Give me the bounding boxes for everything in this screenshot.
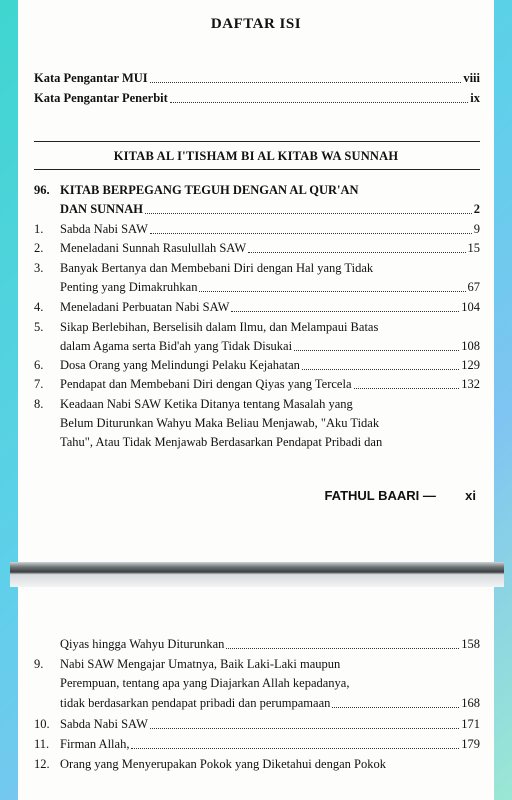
toc-number: 7. [34, 377, 44, 391]
page-separator [10, 562, 504, 587]
toc-entry-line: Banyak Bertanya dan Membebani Diri dengan Hal yang Tidak [60, 261, 374, 275]
page-title: DAFTAR ISI [210, 16, 302, 32]
dot-leader [131, 747, 459, 749]
dot-leader [170, 101, 468, 103]
running-head: FATHUL BAARI — [324, 488, 436, 503]
toc-entry-line: Keadaan Nabi SAW Ketika Ditanya tentang Masalah yang [60, 397, 353, 411]
toc-entry: Sabda Nabi SAW 9 [60, 222, 480, 236]
chapter-number: 96. [34, 183, 50, 197]
dot-leader [231, 310, 459, 312]
dot-leader [302, 368, 459, 370]
dot-leader [150, 232, 472, 234]
dot-leader [226, 647, 459, 649]
dot-leader [150, 81, 462, 83]
toc-entry: Pendapat dan Membebani Diri dengan Qiyas yang Tercela 132 [60, 377, 480, 391]
toc-entry-kata-pengantar-penerbit [34, 91, 480, 106]
book-page-top [18, 0, 494, 562]
toc-number: 8. [34, 397, 44, 411]
toc-entry-kata-pengantar-mui [34, 71, 480, 86]
toc-number: 5. [34, 320, 44, 334]
toc-entry-page: viii [463, 71, 480, 85]
toc-entry-line: Nabi SAW Mengajar Umatnya, Baik Laki-Laki maupun [60, 657, 341, 671]
toc-entry: Dosa Orang yang Melindungi Pelaku Kejahatan 129 [60, 358, 480, 372]
chapter-page: 2 [473, 202, 480, 216]
toc-number: 10. [34, 717, 50, 731]
page-number: xi [465, 488, 476, 503]
toc-entry: tidak berdasarkan pendapat pribadi dan perumpamaan 168 [60, 696, 480, 710]
toc-number: 6. [34, 358, 44, 372]
toc-entry: Firman Allah, 179 [60, 737, 480, 751]
dot-leader [332, 706, 459, 708]
chapter-title-line2: DAN SUNNAH 2 [60, 202, 480, 216]
toc-entry-line: Tahu", Atau Tidak Menjawab Berdasarkan Pendapat Pribadi dan [60, 435, 383, 449]
toc-number: 3. [34, 261, 44, 275]
toc-number: 11. [34, 737, 50, 751]
section-heading: KITAB AL I'TISHAM BI AL KITAB WA SUNNAH [113, 149, 399, 163]
toc-entry-continuation: Qiyas hingga Wahyu Diturunkan 158 [60, 637, 480, 651]
dot-leader [294, 349, 459, 351]
toc-number: 9. [34, 657, 44, 671]
toc-entry-line: Belum Diturunkan Wahyu Maka Beliau Menjawab, "Aku Tidak [60, 416, 380, 430]
toc-entry: Meneladani Perbuatan Nabi SAW 104 [60, 300, 480, 314]
dot-leader [248, 251, 465, 253]
dot-leader [354, 387, 460, 389]
book-page-bottom [18, 587, 494, 800]
dot-leader [145, 212, 472, 214]
toc-entry: Sabda Nabi SAW 171 [60, 717, 480, 731]
toc-entry-line: Sikap Berlebihan, Berselisih dalam Ilmu, dan Melampaui Batas [60, 320, 379, 334]
toc-entry-page: ix [470, 91, 480, 105]
toc-number: 12. [34, 757, 50, 771]
toc-entry-label: Kata Pengantar Penerbit [34, 91, 168, 105]
toc-entry-line: Orang yang Menyerupakan Pokok yang Diketahui dengan Pokok [60, 757, 386, 771]
chapter-title-line1: KITAB BERPEGANG TEGUH DENGAN AL QUR'AN [60, 183, 359, 197]
toc-entry: Meneladani Sunnah Rasulullah SAW 15 [60, 241, 480, 255]
toc-number: 2. [34, 241, 44, 255]
toc-entry: dalam Agama serta Bid'ah yang Tidak Disukai 108 [60, 339, 480, 353]
dot-leader [150, 727, 459, 729]
running-footer [324, 488, 476, 503]
toc-entry-line: Perempuan, tentang apa yang Diajarkan Allah kepadanya, [60, 676, 350, 690]
section-rule-top [34, 141, 480, 142]
section-rule-bottom [34, 169, 480, 170]
toc-number: 4. [34, 300, 44, 314]
dot-leader [199, 290, 465, 292]
toc-entry: Penting yang Dimakruhkan 67 [60, 280, 480, 294]
toc-entry-label: Kata Pengantar MUI [34, 71, 148, 85]
toc-number: 1. [34, 222, 44, 236]
